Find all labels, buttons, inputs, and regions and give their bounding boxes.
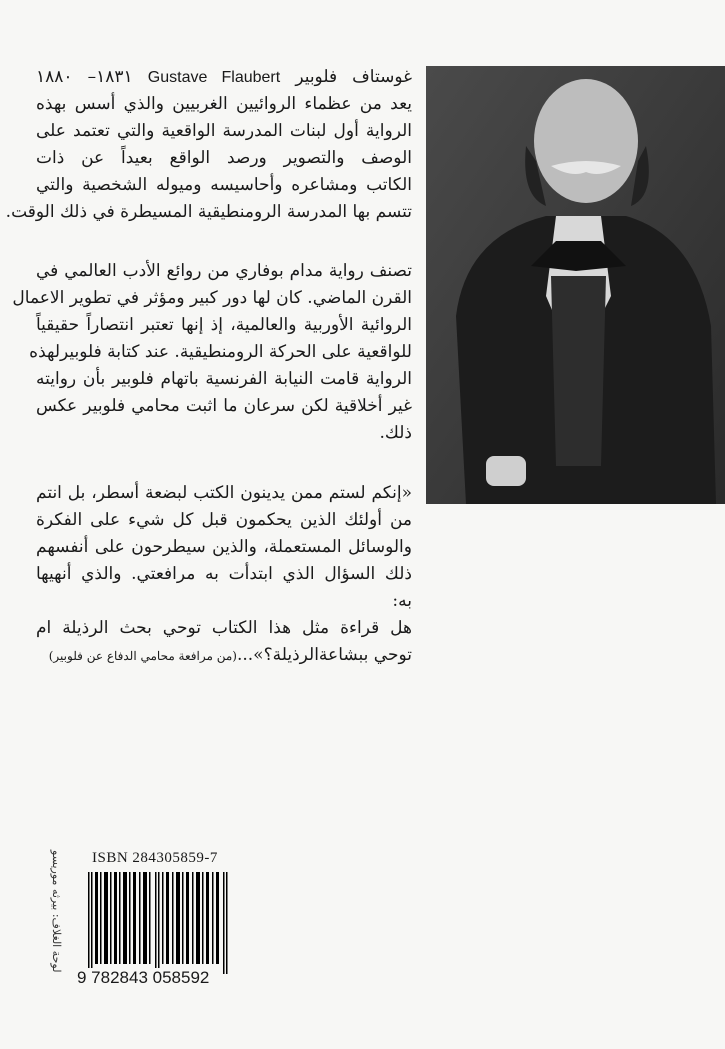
- text-line: للواقعية على الحركة الرومنطيقية. عند كتابة فلوبيرلهذه: [29, 342, 412, 362]
- text-line: به:: [392, 591, 412, 611]
- text-line: الروائية الأوربية والعالمية، إذ إنها تعتبر انتصاراً حقيقياً: [36, 315, 412, 335]
- author-portrait-photo: [426, 66, 725, 504]
- text-line: ذلك السؤال الذي ابتدأت به مرافعتي. والذي أنهيها: [36, 564, 412, 584]
- author-heading: [36, 64, 412, 91]
- isbn-label: ISBN 284305859-7: [92, 850, 218, 866]
- text-line: يعد من عظماء الروائيين الغربيين والذي أسس بهذه: [36, 94, 412, 114]
- author-years: ١٨٣١– ١٨٨٠: [36, 67, 133, 87]
- novel-description: [12, 258, 412, 447]
- author-name-latin: Gustave Flaubert: [147, 69, 281, 86]
- text-line: من أولئك الذين يحكمون قبل كل شيء على الفكرة: [36, 510, 412, 530]
- text-line: هل قراءة مثل هذا الكتاب توحي بحث الرذيلة ام: [36, 618, 412, 638]
- author-name-arabic: غوستاف فلوبير: [295, 67, 413, 87]
- cover-art-credit: لوحة الغلاف: بيرثه موريسو: [50, 850, 63, 973]
- text-line: ذلك.: [379, 423, 412, 443]
- text-line: والوسائل المستعملة، والذين سيطرحون على أنفسهم: [36, 537, 412, 557]
- defense-quote: [36, 480, 412, 670]
- text-line: غير أخلاقية لكن سرعان ما اثبت محامي فلوبير عكس: [36, 396, 412, 416]
- quote-source: (من مرافعة محامي الدفاع عن فلوبير): [48, 649, 237, 663]
- barcode-number: 9 782843 058592: [77, 968, 210, 987]
- text-line: الوصف والتصوير ورصد الواقع بعيداً عن ذات: [36, 148, 412, 168]
- quote-end: توحي ببشاعةالرذيلة؟»...: [236, 645, 412, 665]
- author-bio: [5, 64, 413, 226]
- text-line: تتسم بها المدرسة الرومنطيقية المسيطرة في ذلك الوقت.: [5, 202, 412, 222]
- text-line: القرن الماضي. كان لها دور كبير ومؤثر في تطوير الاعمال: [12, 288, 412, 308]
- text-line: الرواية قامت النيابة الفرنسية باتهام فلوبير بأن روايته: [36, 369, 412, 389]
- text-line: الرواية أول لبنات المدرسة الواقعية والتي تعتمد على: [36, 121, 412, 141]
- text-line: «إنكم لستم ممن يدينون الكتب لبضعة أسطر، بل انتم: [36, 483, 412, 503]
- text-line: تصنف رواية مدام بوفاري من روائع الأدب العالمي في: [36, 261, 412, 281]
- barcode: [88, 872, 228, 974]
- text-line: [36, 642, 412, 670]
- text-line: الكاتب ومشاعره وأحاسيسه وميوله الشخصية والتي: [36, 175, 412, 195]
